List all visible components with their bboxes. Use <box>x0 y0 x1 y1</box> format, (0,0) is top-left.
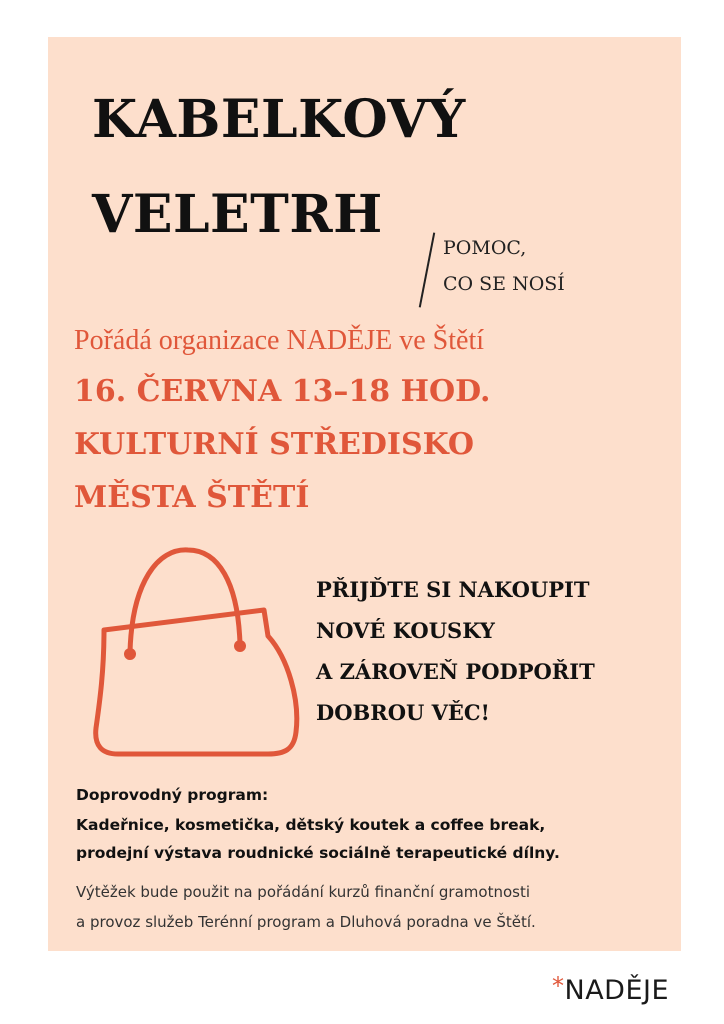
tagline-line2: CO SE NOSÍ <box>443 273 565 295</box>
event-venue-line1: KULTURNÍ STŘEDISKO <box>74 427 475 462</box>
event-venue-line2: MĚSTA ŠTĚTÍ <box>74 480 310 515</box>
program-line1: Kadeřnice, kosmetička, dětský koutek a coffee break, <box>76 816 546 834</box>
footer-line2: a provoz služeb Terénní program a Dluhová poradna ve Štětí. <box>76 913 536 931</box>
callout-line2: NOVÉ KOUSKY <box>316 618 495 643</box>
handbag-icon <box>88 540 304 770</box>
callout-line1: PŘIJĎTE SI NAKOUPIT <box>316 577 590 602</box>
footer-line1: Výtěžek bude použit na pořádání kurzů finanční gramotnosti <box>76 883 531 901</box>
callout-line4: DOBROU VĚC! <box>316 700 490 725</box>
event-title-line1: KABELKOVÝ <box>92 89 466 150</box>
callout-line3: A ZÁROVEŇ PODPOŘIT <box>316 659 595 684</box>
program-heading: Doprovodný program: <box>76 786 269 804</box>
event-title-line2: VELETRH <box>92 184 383 245</box>
logo-text: NADĚJE <box>564 975 670 1006</box>
program-line2: prodejní výstava roudnické sociálně terapeutické dílny. <box>76 844 560 862</box>
tagline-line1: POMOC, <box>443 237 527 259</box>
logo-star: * <box>552 972 565 1000</box>
event-date-time: 16. ČERVNA 13–18 HOD. <box>74 374 491 409</box>
organizer-text: Pořádá organizace NADĚJE ve Štětí <box>74 325 485 356</box>
nadeje-logo <box>552 970 669 1007</box>
